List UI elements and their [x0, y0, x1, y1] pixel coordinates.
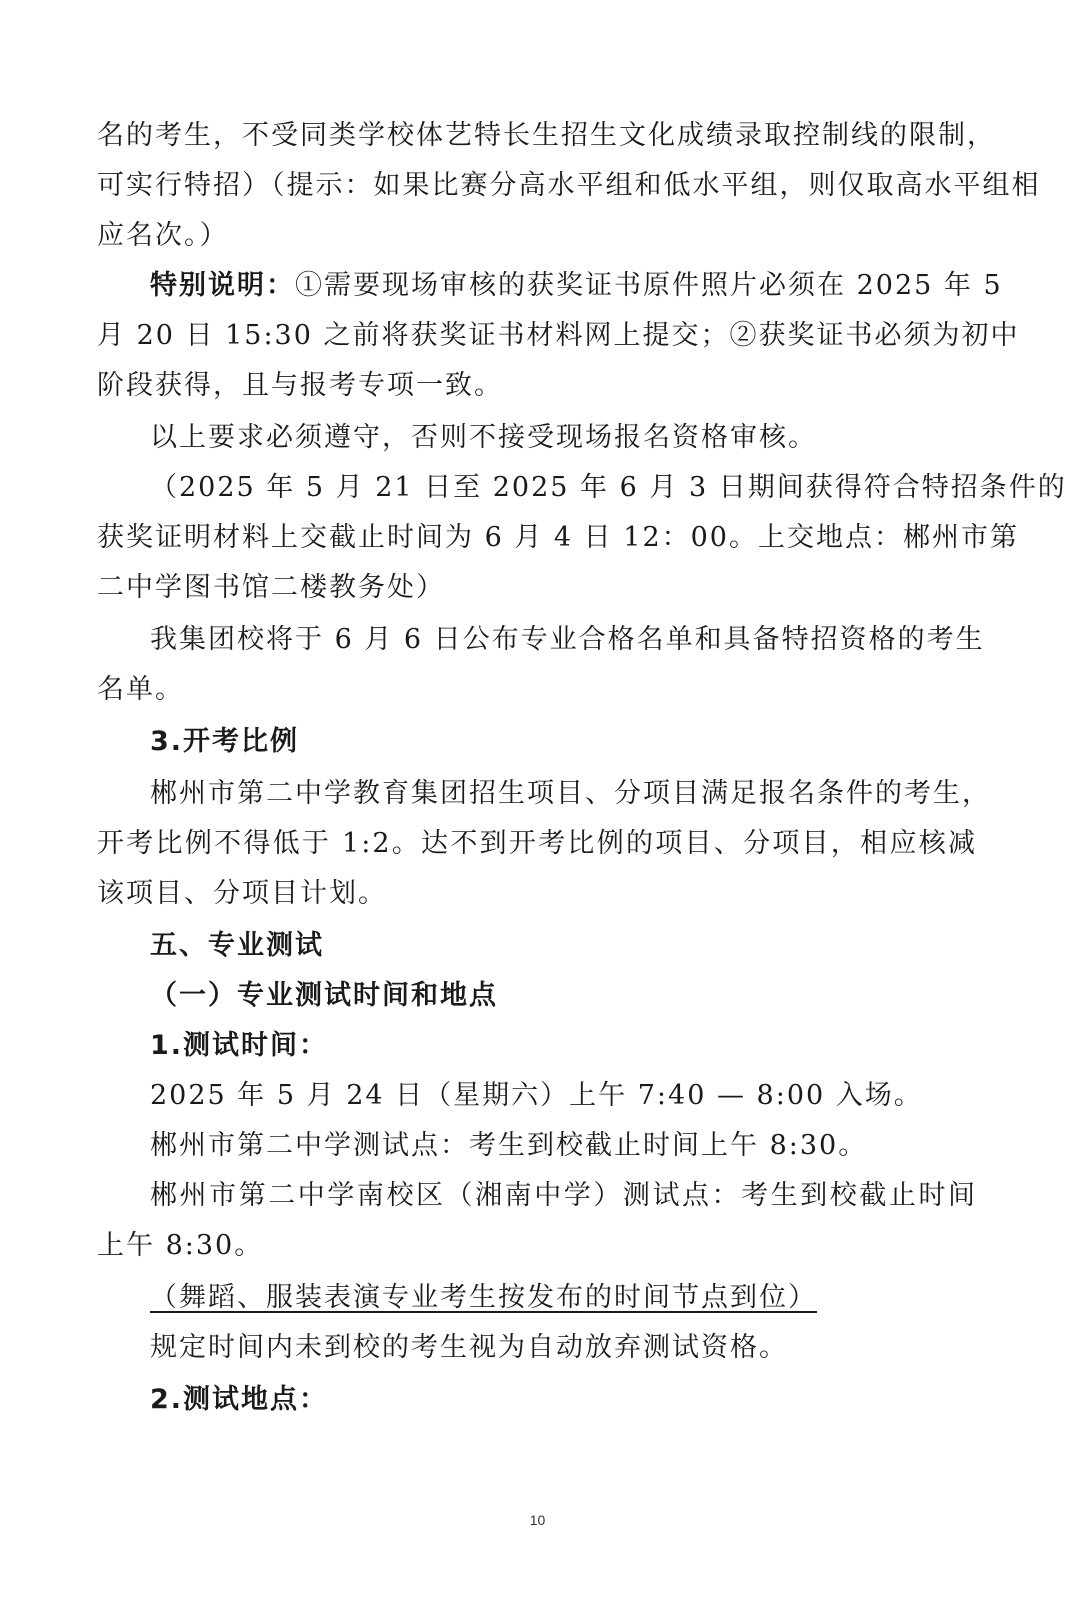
paragraph-line: 我集团校将于 6 月 6 日公布专业合格名单和具备特招资格的考生: [150, 624, 985, 655]
item-heading: 2.测试地点：: [150, 1384, 329, 1415]
paragraph-line: 以上要求必须遵守，否则不接受现场报名资格审核。: [150, 422, 817, 453]
paragraph-line: 应名次。）: [97, 220, 229, 251]
underlined-note: （舞蹈、服装表演专业考生按发布的时间节点到位）: [150, 1282, 817, 1313]
paragraph-line: 二中学图书馆二楼教务处）: [97, 572, 445, 603]
page-number: 10: [529, 1512, 546, 1528]
special-note-text: ①需要现场审核的获奖证书原件照片必须在 2025 年 5: [295, 270, 1003, 301]
section-heading: 3.开考比例: [150, 726, 300, 757]
paragraph-line: 名单。: [97, 674, 184, 705]
special-note-line: [150, 268, 1003, 304]
chapter-heading: 五、专业测试: [150, 930, 324, 961]
paragraph-line: 月 20 日 15:30 之前将获奖证书材料网上提交；②获奖证书必须为初中: [97, 320, 1020, 351]
paragraph-line: 开考比例不得低于 1:2。达不到开考比例的项目、分项目，相应核减: [97, 828, 977, 859]
paragraph-line: 该项目、分项目计划。: [97, 878, 387, 909]
paragraph-line: 获奖证明材料上交截止时间为 6 月 4 日 12：00。上交地点：郴州市第: [97, 522, 1019, 553]
paragraph-line: 2025 年 5 月 24 日（星期六）上午 7:40 — 8:00 入场。: [150, 1080, 923, 1111]
paragraph-line: 郴州市第二中学南校区（湘南中学）测试点：考生到校截止时间: [150, 1180, 977, 1211]
paragraph-line: 规定时间内未到校的考生视为自动放弃测试资格。: [150, 1332, 788, 1363]
paragraph-line: 郴州市第二中学教育集团招生项目、分项目满足报名条件的考生，: [150, 778, 991, 809]
paragraph-line: 名的考生，不受同类学校体艺特长生招生文化成绩录取控制线的限制，: [97, 120, 996, 151]
paragraph-line: 阶段获得，且与报考专项一致。: [97, 370, 503, 401]
item-heading: 1.测试时间：: [150, 1030, 329, 1061]
special-note-label: 特别说明：: [150, 270, 295, 301]
paragraph-line: 上午 8:30。: [97, 1230, 264, 1261]
subsection-heading: （一）专业测试时间和地点: [150, 980, 498, 1011]
paragraph-line: 郴州市第二中学测试点：考生到校截止时间上午 8:30。: [150, 1130, 868, 1161]
paragraph-line: （2025 年 5 月 21 日至 2025 年 6 月 3 日期间获得符合特招条件的: [150, 472, 1067, 503]
paragraph-line: 可实行特招）（提示：如果比赛分高水平组和低水平组，则仅取高水平组相: [97, 170, 1041, 201]
